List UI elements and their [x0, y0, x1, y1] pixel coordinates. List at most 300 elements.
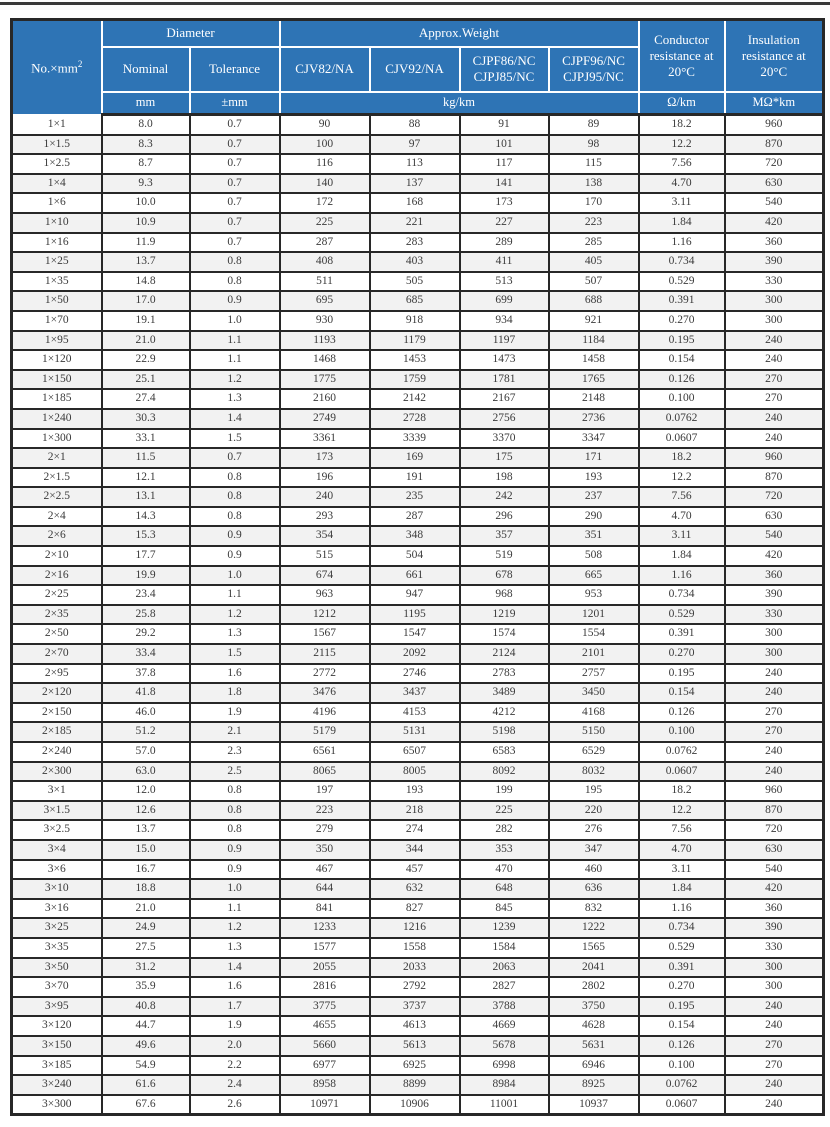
cell-value: 1219 [460, 605, 549, 625]
cell-value: 1.1 [190, 585, 280, 605]
cell-value: 0.529 [639, 272, 725, 292]
cell-value: 15.0 [102, 840, 190, 860]
unit-tolerance-mm: ±mm [190, 92, 280, 115]
cell-value: 1201 [549, 605, 639, 625]
table-row [12, 958, 824, 978]
cell-value: 100 [280, 135, 370, 155]
table-row [12, 1095, 824, 1115]
cell-value: 2772 [280, 664, 370, 684]
cell-value: 2.4 [190, 1075, 280, 1095]
cell-size: 3×300 [12, 1095, 102, 1115]
cell-value: 51.2 [102, 722, 190, 742]
cell-value: 2728 [370, 409, 460, 429]
cell-value: 515 [280, 546, 370, 566]
cell-value: 290 [549, 507, 639, 527]
cell-value: 3339 [370, 429, 460, 449]
cell-value: 1184 [549, 331, 639, 351]
table-row [12, 429, 824, 449]
cell-value: 4153 [370, 703, 460, 723]
cell-value: 918 [370, 311, 460, 331]
cell-value: 5613 [370, 1036, 460, 1056]
cell-size: 3×35 [12, 938, 102, 958]
cell-value: 1577 [280, 938, 370, 958]
cell-size: 2×120 [12, 683, 102, 703]
cell-value: 27.4 [102, 389, 190, 409]
cell-value: 198 [460, 468, 549, 488]
cell-value: 2.1 [190, 722, 280, 742]
cell-size: 1×6 [12, 193, 102, 213]
cell-value: 4.70 [639, 507, 725, 527]
cell-value: 870 [725, 801, 824, 821]
table-row [12, 644, 824, 664]
cell-value: 1.9 [190, 703, 280, 723]
cell-value: 218 [370, 801, 460, 821]
table-row [12, 507, 824, 527]
cell-size: 1×1 [12, 115, 102, 135]
cell-value: 0.195 [639, 997, 725, 1017]
cell-value: 1468 [280, 350, 370, 370]
cell-value: 968 [460, 585, 549, 605]
cell-value: 540 [725, 860, 824, 880]
cell-value: 0.391 [639, 291, 725, 311]
cell-value: 14.8 [102, 272, 190, 292]
cell-value: 3370 [460, 429, 549, 449]
cell-size: 2×240 [12, 742, 102, 762]
cell-value: 0.0607 [639, 429, 725, 449]
cell-value: 1.5 [190, 644, 280, 664]
cell-value: 1.0 [190, 879, 280, 899]
cell-value: 353 [460, 840, 549, 860]
table-row [12, 703, 824, 723]
cell-size: 3×150 [12, 1036, 102, 1056]
cell-value: 2756 [460, 409, 549, 429]
model-line: CJPF86/NC [472, 52, 536, 68]
cell-value: 296 [460, 507, 549, 527]
cell-value: 661 [370, 566, 460, 586]
cell-value: 4.70 [639, 840, 725, 860]
cell-value: 1775 [280, 370, 370, 390]
cell-value: 0.195 [639, 664, 725, 684]
table-row [12, 1016, 824, 1036]
cell-value: 0.154 [639, 1016, 725, 1036]
cell-value: 832 [549, 899, 639, 919]
cell-value: 827 [370, 899, 460, 919]
table-row [12, 350, 824, 370]
cell-value: 3437 [370, 683, 460, 703]
cell-value: 240 [725, 429, 824, 449]
cell-value: 632 [370, 879, 460, 899]
cell-value: 1.3 [190, 389, 280, 409]
cell-size: 2×300 [12, 762, 102, 782]
cell-value: 3361 [280, 429, 370, 449]
cell-value: 12.2 [639, 135, 725, 155]
table-row [12, 566, 824, 586]
table-row [12, 820, 824, 840]
cell-value: 98 [549, 135, 639, 155]
table-row [12, 252, 824, 272]
cell-size: 1×2.5 [12, 154, 102, 174]
cell-value: 4669 [460, 1016, 549, 1036]
table-row [12, 840, 824, 860]
cell-value: 636 [549, 879, 639, 899]
cell-value: 357 [460, 526, 549, 546]
table-row [12, 997, 824, 1017]
cell-value: 0.9 [190, 291, 280, 311]
cell-value: 240 [725, 683, 824, 703]
cell-size: 1×120 [12, 350, 102, 370]
cell-value: 300 [725, 977, 824, 997]
col-header-tolerance: Tolerance [190, 47, 280, 92]
cell-value: 2.0 [190, 1036, 280, 1056]
cell-size: 1×95 [12, 331, 102, 351]
cell-value: 648 [460, 879, 549, 899]
unit-mm: mm [102, 92, 190, 115]
cell-value: 519 [460, 546, 549, 566]
cell-value: 2816 [280, 977, 370, 997]
cell-value: 27.5 [102, 938, 190, 958]
table-row [12, 879, 824, 899]
cell-value: 196 [280, 468, 370, 488]
cell-value: 12.2 [639, 468, 725, 488]
cell-value: 8899 [370, 1075, 460, 1095]
cell-value: 0.529 [639, 938, 725, 958]
cell-value: 1565 [549, 938, 639, 958]
cell-value: 460 [549, 860, 639, 880]
cell-value: 54.9 [102, 1056, 190, 1076]
cell-value: 137 [370, 174, 460, 194]
cell-value: 2160 [280, 389, 370, 409]
table-row [12, 409, 824, 429]
cell-value: 467 [280, 860, 370, 880]
cell-value: 540 [725, 193, 824, 213]
cell-value: 6946 [549, 1056, 639, 1076]
cell-value: 11001 [460, 1095, 549, 1115]
cell-value: 0.9 [190, 860, 280, 880]
table-row [12, 977, 824, 997]
cell-size: 1×35 [12, 272, 102, 292]
cell-value: 0.7 [190, 154, 280, 174]
cell-value: 1239 [460, 918, 549, 938]
cell-value: 25.1 [102, 370, 190, 390]
cell-value: 0.734 [639, 918, 725, 938]
cell-value: 223 [280, 801, 370, 821]
model-line: CJPJ95/NC [563, 69, 624, 84]
cell-value: 41.8 [102, 683, 190, 703]
cell-size: 2×16 [12, 566, 102, 586]
cell-value: 221 [370, 213, 460, 233]
cell-value: 240 [725, 762, 824, 782]
cell-value: 1547 [370, 624, 460, 644]
cell-value: 2827 [460, 977, 549, 997]
cell-value: 13.7 [102, 252, 190, 272]
cell-value: 2041 [549, 958, 639, 978]
cell-size: 3×70 [12, 977, 102, 997]
cell-value: 507 [549, 272, 639, 292]
cell-value: 360 [725, 566, 824, 586]
cell-value: 46.0 [102, 703, 190, 723]
cell-value: 5198 [460, 722, 549, 742]
cell-value: 10937 [549, 1095, 639, 1115]
cell-value: 172 [280, 193, 370, 213]
cell-value: 511 [280, 272, 370, 292]
cell-value: 0.391 [639, 958, 725, 978]
cell-value: 4168 [549, 703, 639, 723]
cell-value: 1554 [549, 624, 639, 644]
table-row [12, 291, 824, 311]
cell-value: 289 [460, 233, 549, 253]
table-row [12, 213, 824, 233]
cell-value: 5131 [370, 722, 460, 742]
cell-value: 0.8 [190, 507, 280, 527]
cell-value: 61.6 [102, 1075, 190, 1095]
cell-value: 169 [370, 448, 460, 468]
cell-value: 1.2 [190, 370, 280, 390]
cell-value: 191 [370, 468, 460, 488]
cell-size: 1×240 [12, 409, 102, 429]
cell-value: 1.1 [190, 899, 280, 919]
page-top-rule [0, 2, 830, 5]
cell-value: 8958 [280, 1075, 370, 1095]
cell-size: 3×6 [12, 860, 102, 880]
cell-value: 3788 [460, 997, 549, 1017]
cell-size: 1×4 [12, 174, 102, 194]
cell-value: 470 [460, 860, 549, 880]
cell-value: 1558 [370, 938, 460, 958]
cell-value: 2749 [280, 409, 370, 429]
cell-value: 5631 [549, 1036, 639, 1056]
cell-value: 3476 [280, 683, 370, 703]
cell-value: 2.5 [190, 762, 280, 782]
cell-value: 175 [460, 448, 549, 468]
cell-value: 115 [549, 154, 639, 174]
cell-size: 3×1 [12, 781, 102, 801]
cell-value: 3.11 [639, 193, 725, 213]
cell-value: 330 [725, 605, 824, 625]
cell-value: 138 [549, 174, 639, 194]
table-row [12, 801, 824, 821]
cell-value: 40.8 [102, 997, 190, 1017]
cell-value: 8005 [370, 762, 460, 782]
cell-value: 2.3 [190, 742, 280, 762]
col-header-model-cjv92: CJV92/NA [370, 47, 460, 92]
cell-size: 3×10 [12, 879, 102, 899]
cell-value: 1.16 [639, 899, 725, 919]
cell-value: 0.126 [639, 370, 725, 390]
table-row [12, 1036, 824, 1056]
cell-size: 1×25 [12, 252, 102, 272]
cell-size: 2×150 [12, 703, 102, 723]
cell-value: 0.154 [639, 350, 725, 370]
col-header-approx-weight: Approx.Weight [280, 20, 639, 47]
table-row [12, 233, 824, 253]
table-row [12, 781, 824, 801]
cell-value: 270 [725, 389, 824, 409]
cell-value: 934 [460, 311, 549, 331]
cell-size: 1×10 [12, 213, 102, 233]
cell-value: 1.84 [639, 213, 725, 233]
cell-value: 197 [280, 781, 370, 801]
cell-value: 1233 [280, 918, 370, 938]
cell-value: 300 [725, 624, 824, 644]
table-row [12, 468, 824, 488]
cell-value: 699 [460, 291, 549, 311]
col-header-size [12, 20, 102, 115]
cable-spec-table [10, 18, 825, 1116]
cell-value: 19.1 [102, 311, 190, 331]
size-label-sup: 2 [77, 58, 83, 69]
cell-value: 8984 [460, 1075, 549, 1095]
table-row [12, 762, 824, 782]
cell-value: 240 [725, 664, 824, 684]
cell-value: 240 [725, 997, 824, 1017]
cell-value: 0.0607 [639, 762, 725, 782]
cell-value: 227 [460, 213, 549, 233]
table-row [12, 918, 824, 938]
table-row [12, 526, 824, 546]
cell-value: 504 [370, 546, 460, 566]
table-row [12, 605, 824, 625]
cell-value: 2802 [549, 977, 639, 997]
cell-value: 0.8 [190, 252, 280, 272]
cell-value: 2167 [460, 389, 549, 409]
cell-value: 0.8 [190, 801, 280, 821]
cell-size: 2×6 [12, 526, 102, 546]
cell-value: 1.0 [190, 566, 280, 586]
unit-ohm-km: Ω/km [639, 92, 725, 115]
cell-value: 7.56 [639, 820, 725, 840]
table-row [12, 370, 824, 390]
cell-value: 18.8 [102, 879, 190, 899]
cell-value: 1.7 [190, 997, 280, 1017]
cell-size: 3×120 [12, 1016, 102, 1036]
cell-value: 89 [549, 115, 639, 135]
cell-value: 1212 [280, 605, 370, 625]
cell-value: 225 [460, 801, 549, 821]
cell-value: 5660 [280, 1036, 370, 1056]
cell-value: 4212 [460, 703, 549, 723]
cell-value: 0.0607 [639, 1095, 725, 1115]
cell-value: 6529 [549, 742, 639, 762]
cell-value: 8065 [280, 762, 370, 782]
cell-value: 117 [460, 154, 549, 174]
cell-value: 276 [549, 820, 639, 840]
model-line: CJPF96/NC [562, 52, 625, 68]
cell-value: 540 [725, 526, 824, 546]
cell-value: 1.2 [190, 605, 280, 625]
cell-size: 2×25 [12, 585, 102, 605]
cell-size: 3×2.5 [12, 820, 102, 840]
cell-size: 2×185 [12, 722, 102, 742]
cell-value: 300 [725, 291, 824, 311]
cell-value: 0.7 [190, 448, 280, 468]
cell-value: 1.4 [190, 958, 280, 978]
cell-value: 6507 [370, 742, 460, 762]
cell-value: 1473 [460, 350, 549, 370]
cell-value: 270 [725, 703, 824, 723]
cell-value: 348 [370, 526, 460, 546]
cell-value: 960 [725, 115, 824, 135]
cell-value: 411 [460, 252, 549, 272]
table-row [12, 722, 824, 742]
cell-value: 2124 [460, 644, 549, 664]
cell-value: 1.8 [190, 683, 280, 703]
cell-value: 12.2 [639, 801, 725, 821]
cell-value: 1574 [460, 624, 549, 644]
cell-value: 171 [549, 448, 639, 468]
cell-value: 90 [280, 115, 370, 135]
table-row [12, 742, 824, 762]
cell-size: 3×240 [12, 1075, 102, 1095]
cell-value: 282 [460, 820, 549, 840]
cell-value: 4.70 [639, 174, 725, 194]
cell-value: 285 [549, 233, 639, 253]
cell-value: 841 [280, 899, 370, 919]
cell-value: 270 [725, 1056, 824, 1076]
cell-value: 420 [725, 879, 824, 899]
cell-value: 1453 [370, 350, 460, 370]
cell-value: 8.7 [102, 154, 190, 174]
cell-value: 350 [280, 840, 370, 860]
cell-value: 44.7 [102, 1016, 190, 1036]
cell-value: 2148 [549, 389, 639, 409]
cell-value: 5179 [280, 722, 370, 742]
cell-value: 0.270 [639, 311, 725, 331]
cell-value: 390 [725, 585, 824, 605]
cell-value: 4655 [280, 1016, 370, 1036]
cell-value: 242 [460, 487, 549, 507]
cell-value: 870 [725, 135, 824, 155]
table-row [12, 311, 824, 331]
col-header-diameter: Diameter [102, 20, 280, 47]
cell-value: 2092 [370, 644, 460, 664]
cell-size: 1×16 [12, 233, 102, 253]
col-header-conductor-resistance: Conductor resistance at 20°C [639, 20, 725, 92]
cell-value: 408 [280, 252, 370, 272]
cell-value: 6977 [280, 1056, 370, 1076]
table-row [12, 1075, 824, 1095]
cell-value: 3737 [370, 997, 460, 1017]
cell-value: 8925 [549, 1075, 639, 1095]
cell-value: 1759 [370, 370, 460, 390]
cell-value: 630 [725, 174, 824, 194]
cell-value: 274 [370, 820, 460, 840]
cell-value: 33.1 [102, 429, 190, 449]
cell-value: 67.6 [102, 1095, 190, 1115]
cell-value: 97 [370, 135, 460, 155]
cell-value: 360 [725, 899, 824, 919]
cell-value: 390 [725, 918, 824, 938]
cell-value: 170 [549, 193, 639, 213]
cell-value: 0.7 [190, 233, 280, 253]
cell-value: 173 [460, 193, 549, 213]
cell-size: 2×50 [12, 624, 102, 644]
cell-value: 113 [370, 154, 460, 174]
cell-size: 2×10 [12, 546, 102, 566]
table-row [12, 448, 824, 468]
cell-value: 674 [280, 566, 370, 586]
cell-value: 5678 [460, 1036, 549, 1056]
cell-value: 688 [549, 291, 639, 311]
cell-value: 13.7 [102, 820, 190, 840]
cell-size: 2×1 [12, 448, 102, 468]
table-row [12, 624, 824, 644]
cell-value: 21.0 [102, 331, 190, 351]
cell-value: 30.3 [102, 409, 190, 429]
cell-value: 3750 [549, 997, 639, 1017]
cell-value: 0.0762 [639, 409, 725, 429]
cell-value: 2736 [549, 409, 639, 429]
unit-megaohm-km: MΩ*km [725, 92, 824, 115]
